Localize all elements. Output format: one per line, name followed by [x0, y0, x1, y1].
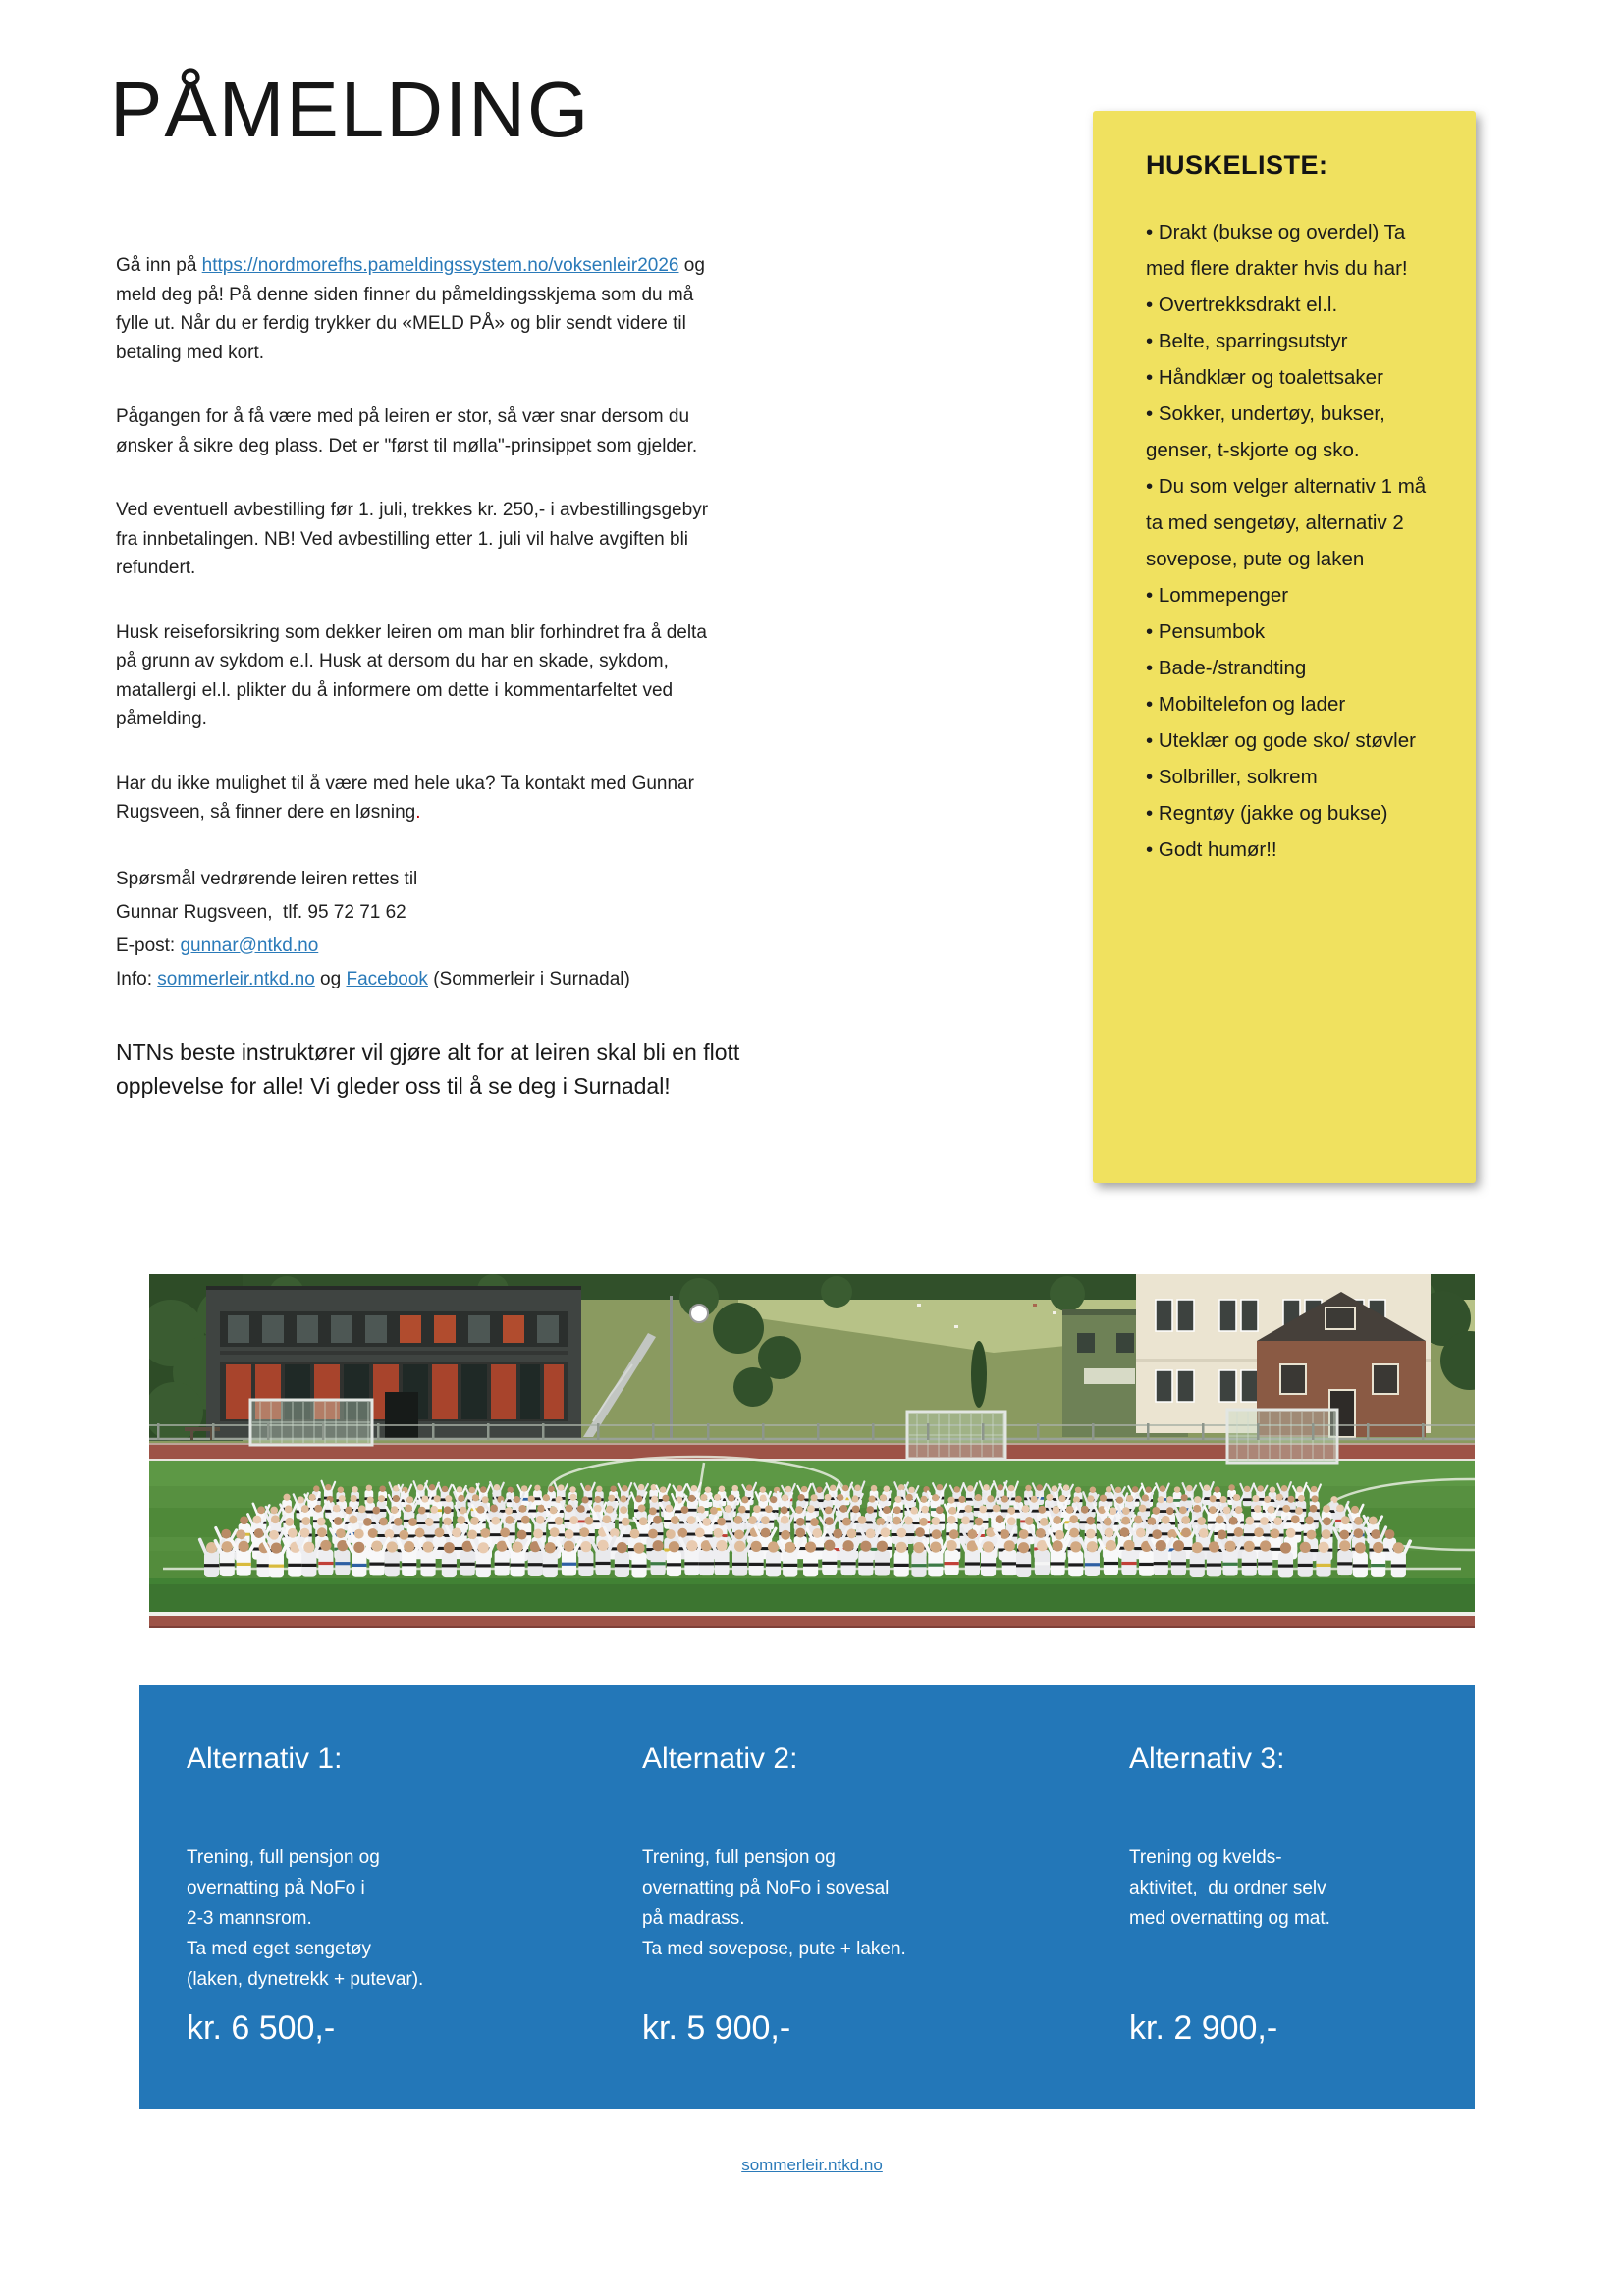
text-segment: E-post:	[116, 934, 181, 956]
alternative-3-card	[1129, 1685, 1551, 2109]
text-segment: .	[415, 802, 421, 823]
text-line: 2-3 mannsrom.	[187, 1908, 312, 1929]
alternative-2-description	[642, 1842, 906, 1964]
inline-link[interactable]: sommerleir.ntkd.no	[157, 968, 315, 989]
huskeliste-item: • Lommepenger	[1146, 584, 1289, 607]
text-line: Trening, full pensjon og	[187, 1847, 380, 1868]
contact-line	[116, 963, 725, 996]
group-photo	[149, 1274, 1475, 1628]
inline-link[interactable]: https://nordmorefhs.pameldingssystem.no/voksenleir2026	[201, 255, 679, 276]
text-line: aktivitet, du ordner selv	[1129, 1878, 1326, 1898]
huskeliste-item: • Solbriller, solkrem	[1146, 766, 1318, 788]
intro-paragraph-4	[116, 618, 725, 734]
contact-block	[116, 863, 725, 996]
huskeliste-item: • Drakt (bukse og overdel) Ta med flere drakter hvis du har!	[1146, 221, 1408, 280]
alternative-3-title: Alternativ 3:	[1129, 1742, 1285, 1775]
text-line: Ta med sovepose, pute + laken.	[642, 1939, 906, 1959]
huskeliste-item: • Overtrekksdrakt el.l.	[1146, 294, 1338, 316]
text-segment: og meld deg på! På denne siden finner du påmeldingsskjema som du må fylle ut. Når du er ferdig trykker du «MELD PÅ» og blir sendt videre til betaling med kort.	[116, 255, 705, 363]
alternative-2-price: kr. 5 900,-	[642, 2009, 791, 2047]
huskeliste-item: • Uteklær og gode sko/ støvler	[1146, 729, 1416, 752]
huskeliste-item: • Regntøy (jakke og bukse)	[1146, 802, 1388, 825]
text-line: overnatting på NoFo i	[187, 1878, 365, 1898]
intro-paragraph-1	[116, 251, 725, 367]
page-title: PÅMELDING	[110, 66, 591, 153]
inline-link[interactable]: gunnar@ntkd.no	[180, 934, 319, 956]
text-segment: Har du ikke mulighet til å være med hele uka? Ta kontakt med Gunnar Rugsveen, så finner dere en løsning	[116, 773, 694, 823]
text-segment: Ved eventuell avbestilling før 1. juli, trekkes kr. 250,- i avbestillingsgebyr fra innbetalingen. NB! Ved avbestilling etter 1. juli vil halve avgiften bli refundert.	[116, 500, 709, 578]
huskeliste-item: • Belte, sparringsutstyr	[1146, 330, 1348, 352]
alternative-3-description	[1129, 1842, 1330, 1934]
closing-statement: NTNs beste instruktører vil gjøre alt for at leiren skal bli en flott opplevelse for alle! Vi gleder oss til å se deg i Surnadal!	[116, 1039, 740, 1098]
alternatives-panel	[139, 1685, 1475, 2109]
huskeliste-item: • Mobiltelefon og lader	[1146, 693, 1346, 716]
alternative-2-card	[642, 1685, 1064, 2109]
text-segment: Husk reiseforsikring som dekker leiren om man blir forhindret fra å delta på grunn av sykdom e.l. Husk at dersom du har en skade, sykdom, matallergi el.l. plikter du å informere om dette i kommentarfeltet ved påmelding.	[116, 621, 707, 729]
text-line: overnatting på NoFo i sovesal	[642, 1878, 890, 1898]
alternative-1-card	[187, 1685, 609, 2109]
inline-link[interactable]: Facebook	[346, 968, 428, 989]
huskeliste-item: • Du som velger alternativ 1 må ta med sengetøy, alternativ 2 sovepose, pute og laken	[1146, 475, 1427, 570]
text-line: Trening, full pensjon og	[642, 1847, 836, 1868]
huskeliste-item: • Sokker, undertøy, bukser, genser, t-skjorte og sko.	[1146, 402, 1385, 461]
huskeliste-list	[1146, 214, 1444, 868]
text-line: Trening og kvelds-	[1129, 1847, 1282, 1868]
intro-paragraph-3	[116, 496, 725, 583]
text-line: med overnatting og mat.	[1129, 1908, 1330, 1929]
alternative-1-description	[187, 1842, 423, 1995]
text-segment: Info:	[116, 968, 158, 989]
text-segment: og	[314, 968, 347, 989]
huskeliste-item: • Bade-/strandting	[1146, 657, 1307, 679]
text-segment: (Sommerleir i Surnadal)	[427, 968, 630, 989]
text-line: (laken, dynetrekk + putevar).	[187, 1969, 424, 1990]
alternative-3-price: kr. 2 900,-	[1129, 2009, 1278, 2047]
text-segment: Pågangen for å få være med på leiren er stor, så vær snar dersom du ønsker å sikre deg plass. Det er "først til mølla"-prinsippet som gjelder.	[116, 406, 698, 456]
text-segment: Spørsmål vedrørende leiren rettes til	[116, 868, 418, 889]
contact-line	[116, 930, 725, 963]
contact-line	[116, 896, 725, 930]
alternative-1-price: kr. 6 500,-	[187, 2009, 336, 2047]
footer-link[interactable]: sommerleir.ntkd.no	[741, 2156, 883, 2174]
huskeliste-item: • Håndklær og toalettsaker	[1146, 366, 1383, 389]
huskeliste-item: • Godt humør!!	[1146, 838, 1277, 861]
contact-line	[116, 863, 725, 896]
text-segment: Gunnar Rugsveen, tlf. 95 72 71 62	[116, 901, 406, 923]
alternative-1-title: Alternativ 1:	[187, 1742, 343, 1775]
huskeliste-item: • Pensumbok	[1146, 620, 1266, 643]
intro-paragraph-5	[116, 770, 725, 828]
text-line: på madrass.	[642, 1908, 745, 1929]
group-photo-illustration	[149, 1274, 1475, 1628]
huskeliste-title: HUSKELISTE:	[1146, 150, 1328, 180]
alternative-2-title: Alternativ 2:	[642, 1742, 798, 1775]
main-text-column	[116, 251, 740, 1102]
huskeliste-box	[1093, 111, 1476, 1183]
text-segment: Gå inn på	[116, 255, 202, 276]
footer	[0, 2156, 1624, 2175]
intro-paragraph-2	[116, 402, 725, 460]
photo-crowd	[200, 1481, 1410, 1578]
text-line: Ta med eget sengetøy	[187, 1939, 371, 1959]
